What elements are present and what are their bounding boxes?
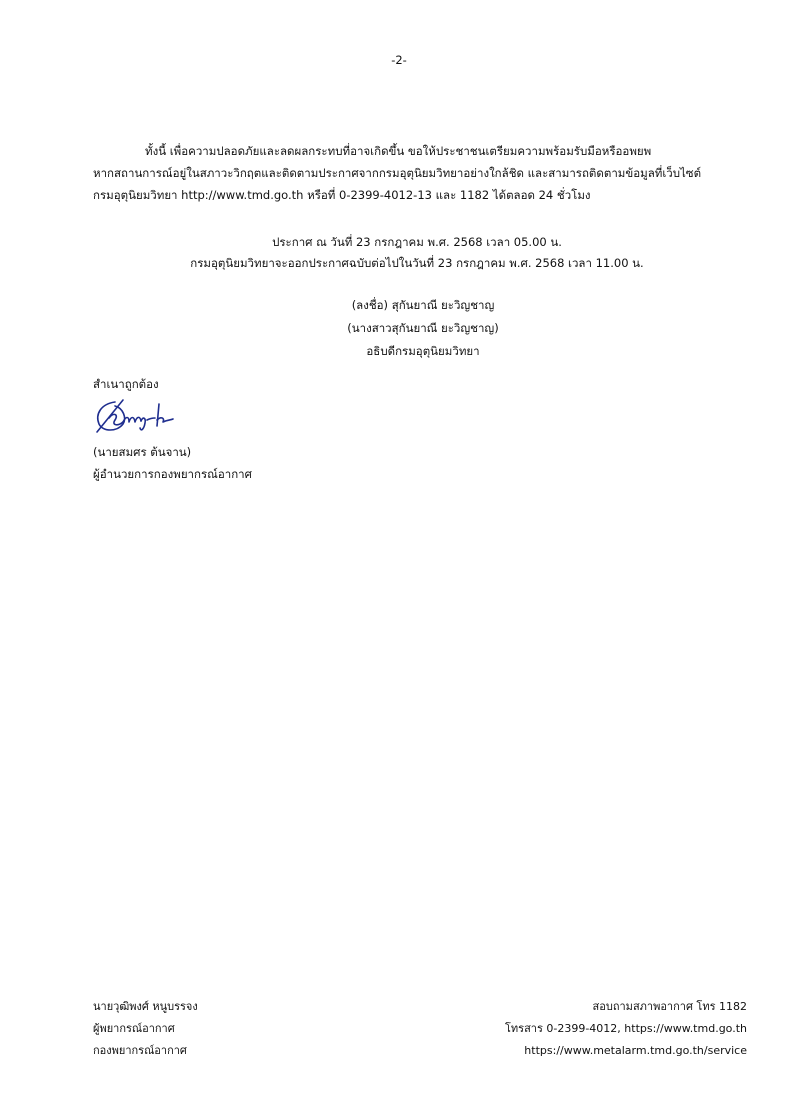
forecaster-division: กองพยากรณ์อากาศ	[93, 1044, 187, 1057]
copy-certifier-block	[93, 441, 252, 485]
footer-left	[93, 996, 198, 1062]
contact-phone: สอบถามสภาพอากาศ โทร 1182	[592, 1000, 747, 1013]
next-announcement: กรมอุตุนิยมวิทยาจะออกประกาศฉบับต่อไปในวันที่ 23 กรกฎาคม พ.ศ. 2568 เวลา 11.00 น.	[190, 256, 644, 270]
footer-right	[505, 996, 747, 1062]
forecaster-title: ผู้พยากรณ์อากาศ	[93, 1022, 175, 1035]
signatory-block	[0, 294, 786, 363]
signatory-position: อธิบดีกรมอุตุนิยมวิทยา	[366, 344, 480, 358]
signed-name: (ลงชื่อ) สุกันยาณี ยะวิญชาญ	[351, 298, 495, 312]
copy-certifier-position: ผู้อำนวยการกองพยากรณ์อากาศ	[93, 467, 252, 481]
announcement-date: ประกาศ ณ วันที่ 23 กรกฎาคม พ.ศ. 2568 เวลา 05.00 น.	[272, 235, 562, 249]
forecaster-name: นายวุฒิพงศ์ หนูบรรจง	[93, 1000, 198, 1013]
handwritten-signature	[93, 396, 175, 436]
contact-service-url: https://www.metalarm.tmd.go.th/service	[524, 1044, 747, 1057]
page-number: -2-	[391, 53, 407, 67]
announcement-block	[0, 232, 786, 274]
contact-fax-web: โทรสาร 0-2399-4012, https://www.tmd.go.th	[505, 1022, 747, 1035]
copy-certifier-name: (นายสมศร ต้นจาน)	[93, 445, 192, 459]
body-line-2: หากสถานการณ์อยู่ในสภาวะวิกฤตและติดตามประกาศจากกรมอุตุนิยมวิทยาอย่างใกล้ชิด และสามารถติดตามข้อมูลที่เว็บไซต์	[93, 166, 702, 180]
copy-certified-label: สำเนาถูกต้อง	[93, 377, 159, 391]
body-paragraph	[93, 140, 708, 206]
signatory-full-name: (นางสาวสุกันยาณี ยะวิญชาญ)	[347, 321, 499, 335]
body-line-1: ทั้งนี้ เพื่อความปลอดภัยและลดผลกระทบที่อาจเกิดขึ้น ขอให้ประชาชนเตรียมความพร้อมรับมือหรืออพยพ	[145, 144, 652, 158]
body-line-3: กรมอุตุนิยมวิทยา http://www.tmd.go.th หรือที่ 0-2399-4012-13 และ 1182 ได้ตลอด 24 ชั่วโมง	[93, 188, 591, 202]
